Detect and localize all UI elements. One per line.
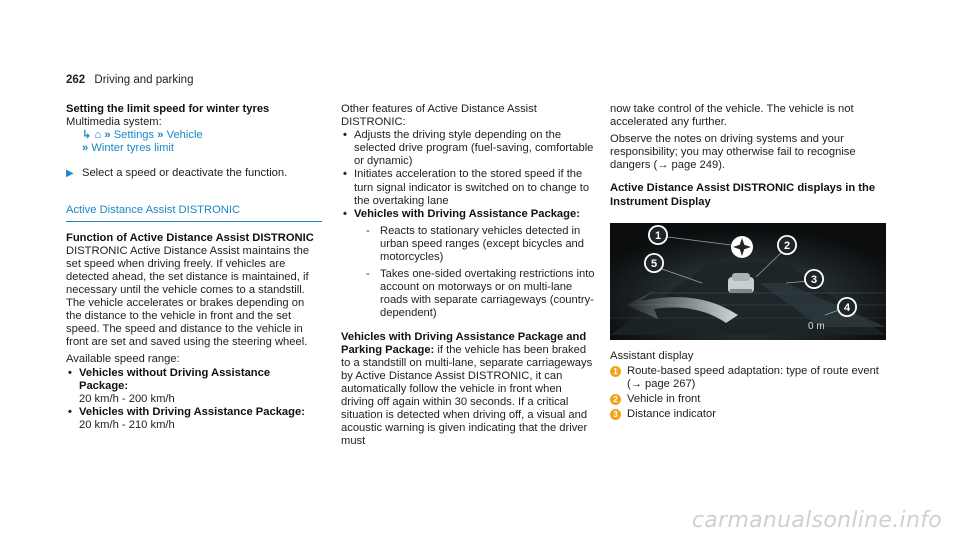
assistant-display-figure [610,223,886,340]
number-badge-icon: 1 [610,366,621,377]
callout-2-label: 2 [783,239,791,252]
dash-icon: - [366,224,370,237]
distance-label: 0 m [808,320,825,332]
bullet-icon: • [343,168,347,181]
package-heading: Vehicles with Driving Assistance Package and Parking Package: [341,330,587,356]
continued-text: now take control of the vehicle. The vehicle is not accelerated any further. [610,103,854,129]
nav-path-line2 [66,142,322,155]
watermark: carmanualsonline.info [691,507,942,533]
caption-item-2-text: Vehicle in front [627,392,701,405]
caption-item-3 [610,408,885,421]
instrument-display-illustration [610,223,886,340]
callout-3 [804,269,824,289]
system-label: Multimedia system: [66,116,162,129]
play-arrow-icon: ▶ [66,168,74,180]
winter-tyres-heading: Setting the limit speed for winter tyres [66,103,270,115]
double-chevron-icon: » [157,129,164,142]
caption-item-2 [610,393,885,406]
step-text: Select a speed or deactivate the function. [82,167,288,180]
page-number: 262 [66,74,86,86]
callout-5 [644,253,664,273]
display-heading: Active Distance Assist DISTRONIC displays in the Instrument Display [610,182,876,208]
column-2 [341,103,597,448]
nav-vehicle[interactable]: Vehicle [166,129,203,142]
page-header [66,74,193,87]
home-icon: ⌂ [94,129,102,142]
double-chevron-icon: » [82,142,89,155]
callout-5-label: 5 [650,257,658,270]
column-1 [66,103,322,432]
range-2-label: Vehicles with Driving Assistance Package: [79,405,305,418]
range-item-1 [66,367,322,406]
column-3 [610,103,885,421]
observe-text: Observe the notes on driving systems and your responsibility; you may otherwise fail to recognise dangers (→ page 249). [610,133,856,172]
sub-item-2 [354,268,597,320]
callout-1 [648,225,668,245]
callout-4-label: 4 [843,301,851,314]
nav-path-line1 [66,129,322,142]
sub-1-text: Reacts to stationary vehicles detected in urban speed ranges (except bicycles and motorcycles) [380,224,584,264]
feature-item-3 [341,208,597,321]
function-heading: Function of Active Distance Assist DISTRONIC [66,231,314,244]
bullet-icon: • [68,405,72,418]
bullet-icon: • [68,366,72,379]
package-paragraph [341,331,597,449]
range-1-value: 20 km/h - 200 km/h [79,392,175,405]
bullet-icon: • [343,129,347,142]
crosshair-icon [731,236,753,258]
features-intro: Other features of Active Distance Assist DISTRONIC: [341,103,537,129]
feature-item-2 [341,168,597,207]
callout-1-label: 1 [654,229,662,242]
dash-icon: - [366,268,370,281]
caption-item-1-text: Route-based speed adaptation: type of route event (→ page 267) [627,364,879,390]
caption-item-1 [610,365,885,391]
sub-2-text: Takes one-sided overtaking restrictions into account on motorways or on multi-lane roads with separate carriageways (country-dependent) [380,268,595,320]
header-section: Driving and parking [94,74,194,86]
range-item-2 [66,406,322,432]
sub-item-1 [354,225,597,264]
figure-caption: Assistant display [610,349,694,362]
callout-3-label: 3 [810,273,818,286]
number-badge-icon: 2 [610,394,621,405]
callout-4 [837,297,857,317]
bullet-icon: • [343,207,347,220]
instruction-step [66,167,322,180]
package-text: if the vehicle has been braked to a standstill on multi-lane, separate carriageways by Active Distance Assist DISTRONIC, it can automatically follow the vehicle in front when driving off again within 30 seconds. If a critical situation is detected when driving off, a visual and acoustic warning is given indicating that the driver must [341,343,593,448]
caption-item-3-text: Distance indicator [627,408,716,421]
return-arrow-icon: ↳ [82,129,92,142]
speed-range-label: Available speed range: [66,353,180,366]
number-badge-icon: 3 [610,409,621,420]
range-2-value: 20 km/h - 210 km/h [79,418,175,431]
nav-winter-tyres-limit[interactable]: Winter tyres limit [91,142,175,155]
double-chevron-icon: » [104,129,111,142]
feature-2-text: Initiates acceleration to the stored speed if the turn signal indicator is switched on to change to the overtaking lane [354,168,590,207]
nav-settings[interactable]: Settings [113,129,155,142]
function-text: DISTRONIC Active Distance Assist maintains the set speed when driving freely. If vehicles are detected ahead, the set distance is maintained, if necessary until the vehicle comes to a standstill. The vehicle accelerates or brakes depending on the distance to the vehicle in front and the set speed. The speed and distance to the vehicle in front are set and saved using the steering wheel. [66,244,310,349]
feature-item-1 [341,129,597,168]
feature-1-text: Adjusts the driving style depending on the selected drive program (fuel-saving, comfortable or dynamic) [354,129,594,168]
section-title: Active Distance Assist DISTRONIC [66,204,322,221]
feature-3-text: Vehicles with Driving Assistance Package: [354,207,580,220]
range-1-label: Vehicles without Driving Assistance Package: [79,366,271,392]
callout-2 [777,235,797,255]
